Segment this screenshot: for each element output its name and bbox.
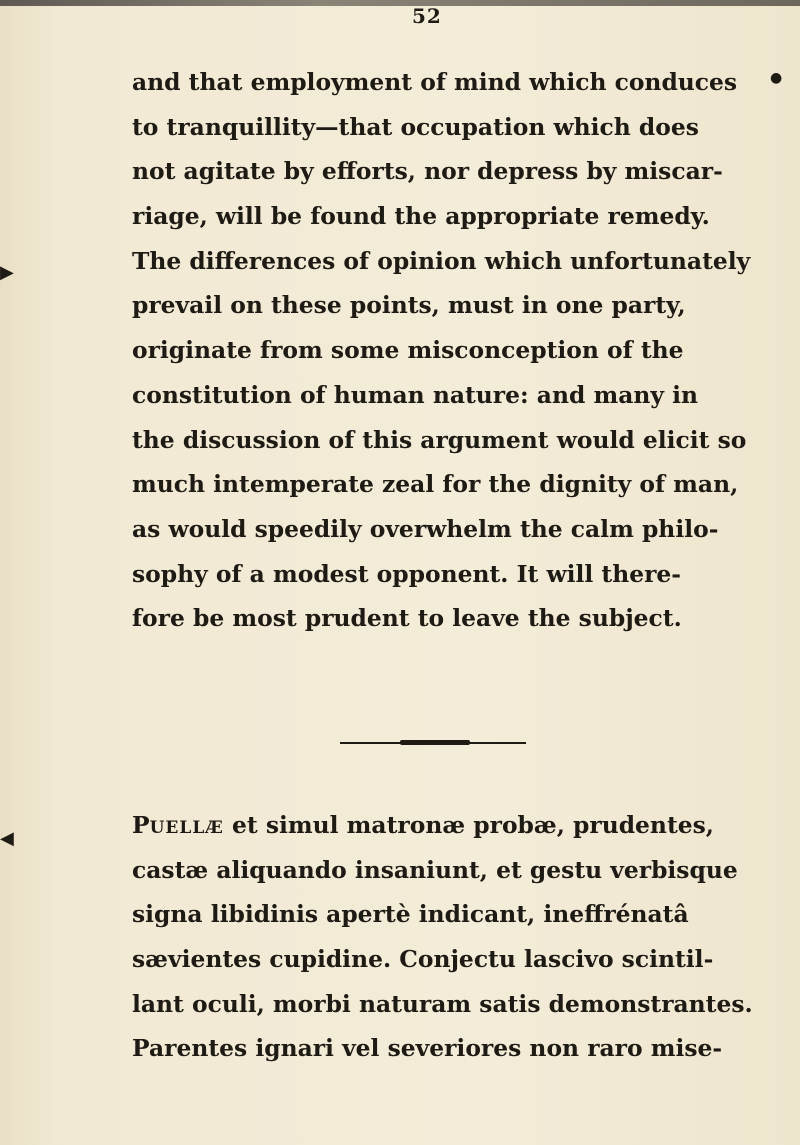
text-line: sophy of a modest opponent. It will there- bbox=[132, 559, 682, 588]
margin-tab-mark-top: ▶ bbox=[0, 262, 14, 283]
text-line: sævientes cupidine. Conjectu lascivo scintil- bbox=[132, 945, 714, 974]
page-top-edge bbox=[0, 0, 800, 6]
text-line: the discussion of this argument would elicit so bbox=[132, 425, 747, 454]
drop-initial: P bbox=[132, 811, 150, 839]
text-line: lant oculi, morbi naturam satis demonstrantes. bbox=[132, 989, 753, 1018]
text-line: The differences of opinion which unfortunately bbox=[132, 246, 751, 275]
text-line: signa libidinis apertè indicant, ineffrénatâ bbox=[132, 900, 689, 929]
margin-bullet-mark: ● bbox=[770, 70, 783, 86]
text-line: not agitate by efforts, nor depress by miscar- bbox=[132, 157, 723, 186]
page-number: 52 bbox=[412, 4, 442, 28]
text-line: castæ aliquando insaniunt, et gestu verbisque bbox=[132, 855, 738, 884]
paragraph-english bbox=[132, 60, 760, 641]
text-line-remainder: et simul matronæ probæ, prudentes, bbox=[223, 811, 714, 839]
text-line: originate from some misconception of the bbox=[132, 336, 684, 365]
text-line: to tranquillity—that occupation which does bbox=[132, 112, 699, 141]
small-caps-word: UELLÆ bbox=[149, 818, 224, 838]
text-line: constitution of human nature: and many in bbox=[132, 380, 698, 409]
text-line: riage, will be found the appropriate remedy. bbox=[132, 202, 710, 231]
section-divider-ornament bbox=[400, 740, 470, 745]
paragraph-latin bbox=[132, 803, 760, 1071]
text-line: Parentes ignari vel severiores non raro mise- bbox=[132, 1034, 723, 1063]
text-line: as would speedily overwhelm the calm philo- bbox=[132, 514, 719, 543]
text-line: and that employment of mind which conduces bbox=[132, 68, 738, 96]
text-line-first bbox=[132, 803, 760, 848]
margin-tab-mark-bottom: ◀ bbox=[0, 828, 14, 849]
text-line: fore be most prudent to leave the subject. bbox=[132, 604, 682, 633]
text-line: prevail on these points, must in one party, bbox=[132, 291, 686, 320]
text-line: much intemperate zeal for the dignity of man, bbox=[132, 470, 739, 499]
